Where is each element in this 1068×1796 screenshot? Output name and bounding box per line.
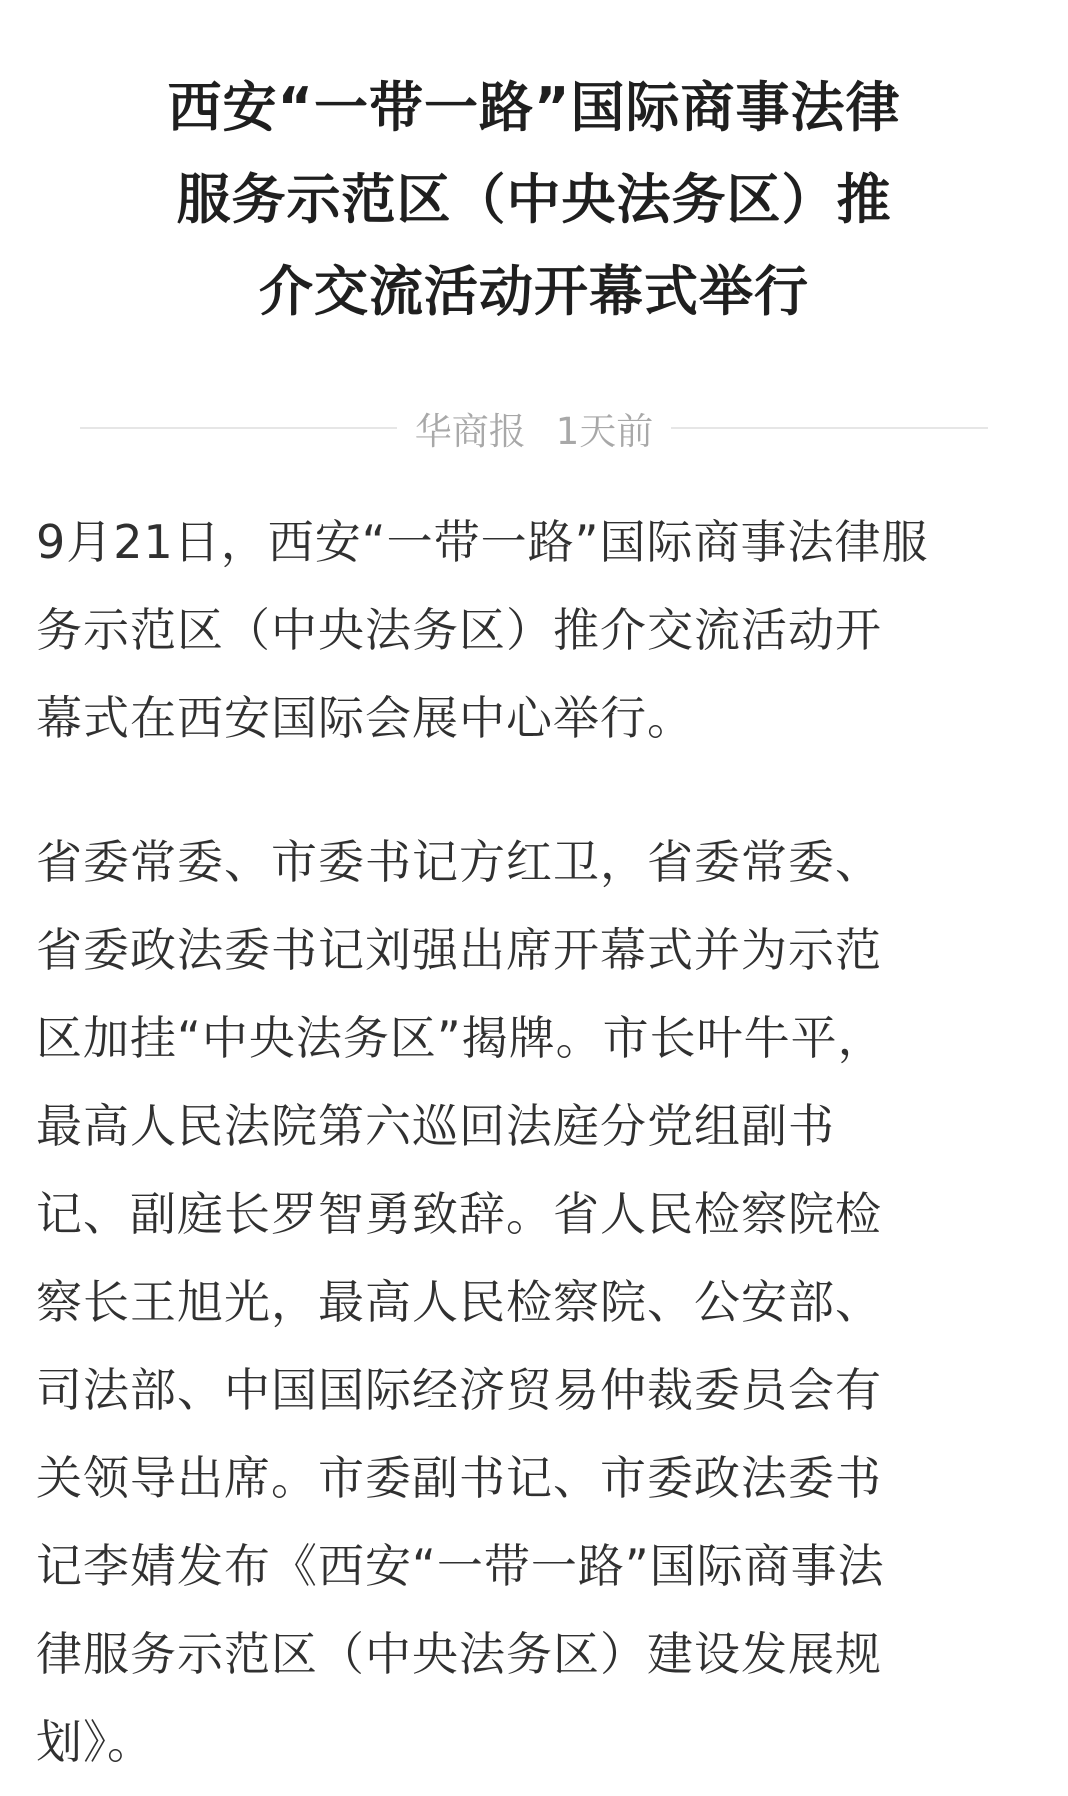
paragraph-line: 务示范区（中央法务区）推介交流活动开 [36,603,882,657]
paragraph-line: 划》。 [36,1715,154,1769]
paragraph-line: 省委政法委书记刘强出席开幕式并为示范 [36,923,882,977]
paragraph-line: 省委常委、市委书记方红卫，省委常委、 [36,835,882,889]
title-line: 西安“一带一路”国际商事法律 [167,76,901,139]
paragraph [36,498,1032,762]
article-meta [80,400,988,456]
meta-divider-right [671,427,988,429]
paragraph-line: 9月21日，西安“一带一路”国际商事法律服 [36,515,929,569]
paragraph-line: 幕式在西安国际会展中心举行。 [36,691,694,745]
paragraph-line: 察长王旭光，最高人民检察院、公安部、 [36,1275,882,1329]
meta-divider-left [80,427,397,429]
source-name[interactable]: 华商报 [414,410,526,453]
paragraph-line: 区加挂“中央法务区”揭牌。市长叶牛平， [36,1011,885,1065]
paragraph [36,818,1032,1786]
paragraph-line: 记李婧发布《西安“一带一路”国际商事法 [36,1539,885,1593]
meta-info [397,401,672,455]
paragraph-line: 记、副庭长罗智勇致辞。省人民检察院检 [36,1187,882,1241]
publish-time: 1天前 [555,410,654,453]
title-line: 介交流活动开幕式举行 [259,260,809,323]
paragraph-line: 司法部、中国国际经济贸易仲裁委员会有 [36,1363,882,1417]
paragraph-line: 关领导出席。市委副书记、市委政法委书 [36,1451,882,1505]
paragraph-line: 律服务示范区（中央法务区）建设发展规 [36,1627,882,1681]
article-title [60,62,1008,338]
paragraph-line: 最高人民法院第六巡回法庭分党组副书 [36,1099,835,1153]
title-line: 服务示范区（中央法务区）推 [176,168,892,231]
